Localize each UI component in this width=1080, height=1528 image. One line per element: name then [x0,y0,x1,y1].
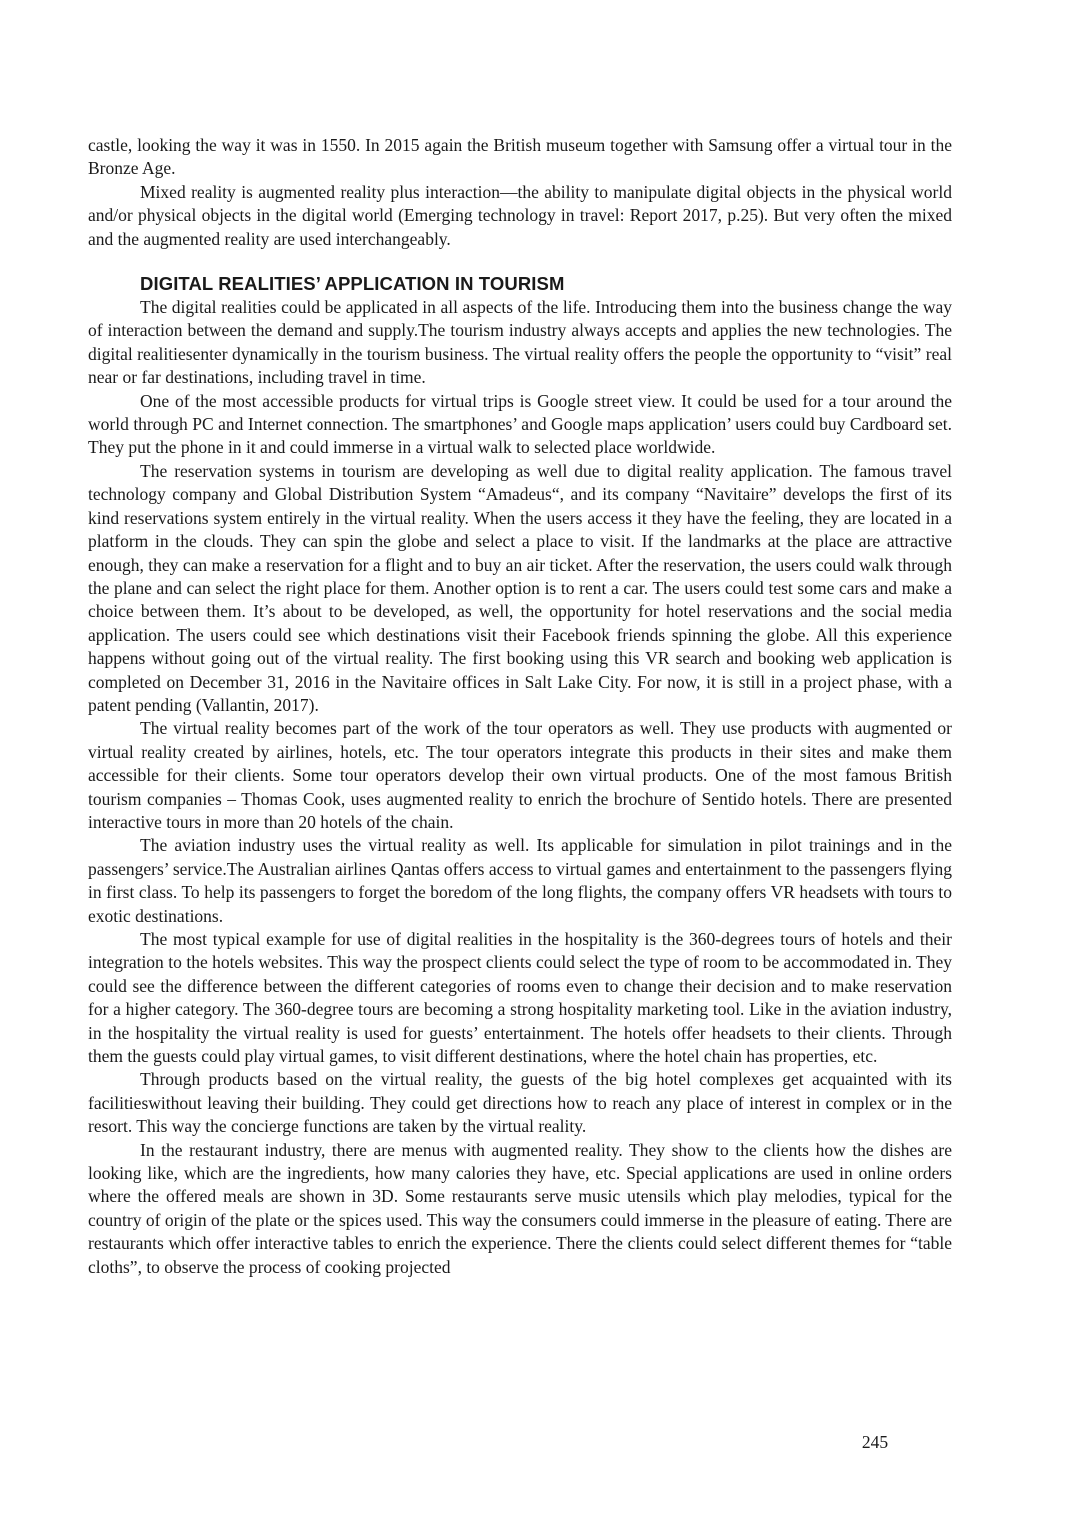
body-paragraph: The most typical example for use of digital realities in the hospitality is the 360-degrees tours of hotels and their integration to the hotels websites. This way the prospect clients could select the type of room to be accommodated in. They could see the difference between the different categories of rooms even to change their decision and to make reservation for a higher category. The 360-degree tours are becoming a strong hospitality marketing tool. Like in the aviation industry, in the hospitality the virtual reality is used for guests’ entertainment. The hotels offer headsets to their clients. Through them the guests could play virtual games, to visit different destinations, where the hotel chain has properties, etc. [88,929,952,1067]
body-paragraph: Through products based on the virtual reality, the guests of the big hotel complexes get acquainted with its facilitieswithout leaving their building. They could get directions how to reach any place of interest in complex or in the resort. This way the concierge functions are taken by the virtual reality. [88,1069,952,1137]
page-number: 245 [861,1432,889,1452]
body-paragraph: Mixed reality is augmented reality plus interaction—the ability to manipulate digital objects in the physical world and/or physical objects in the digital world (Emerging technology in travel: Report 2017, p.25). But very often the mixed and the augmented reality are used interchangeably. [88,181,952,249]
text-column [88,134,952,1279]
body-paragraph: The digital realities could be applicated in all aspects of the life. Introducing them into the business change the way of interaction between the demand and supply.The tourism industry always accepts and applies the new technologies. The digital realitiesenter dynamically in the tourism business. The virtual reality offers the people the opportunity to “visit” real near or far destinations, including travel in time. [88,297,952,388]
body-paragraph: The aviation industry uses the virtual reality as well. Its applicable for simulation in pilot trainings and in the passengers’ service.The Australian airlines Qantas offers access to virtual games and entertainment to the passengers flying in first class. To help its passengers to forget the boredom of the long flights, the company offers VR headsets with tours to exotic destinations. [88,835,952,926]
body-paragraph: The virtual reality becomes part of the work of the tour operators as well. They use products with augmented or virtual reality created by airlines, hotels, etc. The tour operators integrate this products in their sites and make them accessible for their clients. Some tour operators develop their own virtual products. One of the most famous British tourism companies – Thomas Cook, uses augmented reality to enrich the brochure of Sentido hotels. There are presented interactive tours in more than 20 hotels of the chain. [88,718,952,832]
body-paragraph: In the restaurant industry, there are menus with augmented reality. They show to the clients how the dishes are looking like, which are the ingredients, how many calories they have, etc. Special applications are used in online orders where the offered meals are shown in 3D. Some restaurants serve music utensils which play melodies, typical for the country of origin of the plate or the spices used. This way the consumers could immerse in the pleasure of eating. There are restaurants which offer interactive tables to enrich the experience. There the clients could select different themes for “table cloths”, to observe the process of cooking projected [88,1139,952,1277]
body-paragraph: castle, looking the way it was in 1550. In 2015 again the British museum together with Samsung offer a virtual tour in the Bronze Age. [88,135,952,179]
section-heading: DIGITAL REALITIES’ APPLICATION IN TOURISM [140,273,565,295]
body-paragraph: One of the most accessible products for virtual trips is Google street view. It could be used for a tour around the world through PC and Internet connection. The smartphones’ and Google maps application’ users could buy Cardboard set. They put the phone in it and could immerse in a virtual walk to selected place worldwide. [88,390,952,458]
body-paragraph: The reservation systems in tourism are developing as well due to digital reality application. The famous travel technology company and Global Distribution System “Amadeus“, and its company “Navitaire” develops the first of its kind reservations system entirely in the virtual reality. When the users access it they have the feeling, they are located in a platform in the clouds. They can spin the globe and select a place to visit. If the landmarks at the place are attractive enough, they can make a reservation for a flight and to buy an air ticket. After the reservation, the users could walk through the plane and can select the right place for them. Another option is to rent a car. The users could test some cars and make a choice between them. It’s about to be developed, as well, the opportunity for hotel reservations and the social media application. The users could see which destinations visit their Facebook friends spinning the globe. All this experience happens without going out of the virtual reality. The first booking using this VR search and booking web application is completed on December 31, 2016 in the Navitaire offices in Salt Lake City. For now, it is still in a project phase, with a patent pending (Vallantin, 2017). [88,460,952,715]
